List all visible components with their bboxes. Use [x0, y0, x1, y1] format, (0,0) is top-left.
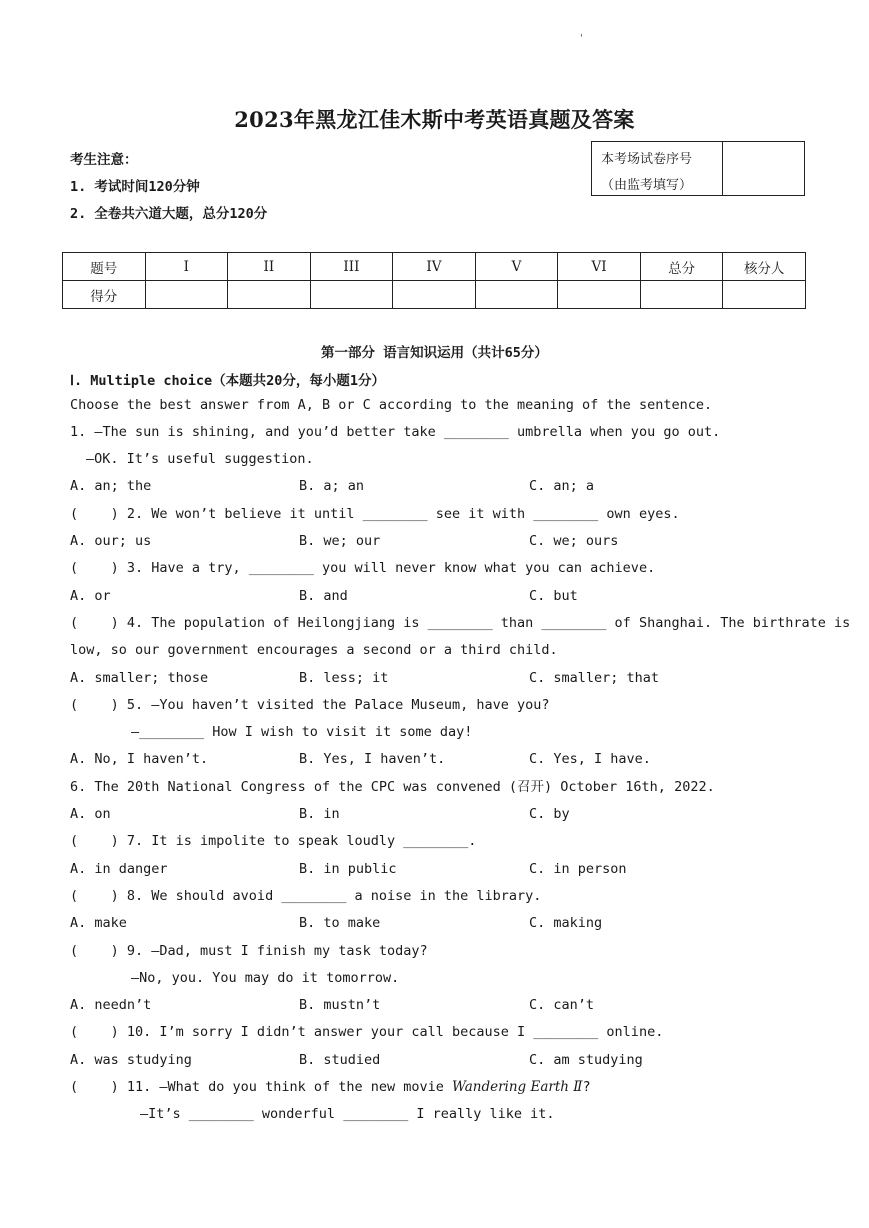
score-row: [63, 281, 806, 309]
option-b: B. less; it: [299, 670, 389, 686]
question-stem: ( ) 5. —You haven’t visited the Palace Museum, have you?: [70, 697, 550, 713]
question-stem: 1. —The sun is shining, and you’d better take ________ umbrella when you go out.: [70, 424, 721, 440]
option-a: A. was studying: [70, 1052, 192, 1068]
header-cell: 题号: [63, 253, 146, 281]
option-c: C. making: [529, 915, 603, 931]
row-label: 得分: [63, 281, 146, 309]
question-stem: ( ) 4. The population of Heilongjiang is ________ than ________ of Shanghai. The birthrate is: [70, 615, 851, 631]
option-c: C. in person: [529, 861, 627, 877]
box-divider: [722, 142, 723, 195]
option-b: B. Yes, I haven’t.: [299, 751, 446, 767]
notice-heading: 考生注意：: [70, 152, 138, 168]
option-b: B. a; an: [299, 478, 365, 494]
header-cell: VI: [558, 253, 641, 281]
notice-item: 1. 考试时间120分钟: [70, 179, 200, 195]
score-cell: [393, 281, 476, 309]
question-reply: —It’s ________ wonderful ________ I really like it.: [140, 1106, 555, 1122]
option-b: B. studied: [299, 1052, 381, 1068]
score-cell: [475, 281, 558, 309]
header-cell: III: [310, 253, 393, 281]
option-c: C. am studying: [529, 1052, 643, 1068]
option-b: B. in public: [299, 861, 397, 877]
movie-title: Wandering Earth Ⅱ: [452, 1079, 583, 1095]
score-cell: [228, 281, 311, 309]
option-b: B. and: [299, 588, 348, 604]
top-mark: ': [580, 33, 583, 44]
score-header-row: [63, 253, 806, 281]
score-cell: [723, 281, 806, 309]
option-c: C. by: [529, 806, 570, 822]
question-stem: ( ) 3. Have a try, ________ you will never know what you can achieve.: [70, 560, 656, 576]
option-c: C. can’t: [529, 997, 595, 1013]
notice-item: 2. 全卷共六道大题，总分120分: [70, 206, 268, 222]
question-reply: —OK. It’s useful suggestion.: [86, 451, 314, 467]
option-a: A. an; the: [70, 478, 152, 494]
option-b: B. we; our: [299, 533, 381, 549]
option-b: B. to make: [299, 915, 381, 931]
header-cell: V: [475, 253, 558, 281]
header-cell: 总分: [640, 253, 723, 281]
option-c: C. smaller; that: [529, 670, 660, 686]
section-title: Ⅰ. Multiple choice（本题共20分，每小题1分）: [70, 373, 386, 389]
score-cell: [145, 281, 228, 309]
option-a: A. No, I haven’t.: [70, 751, 209, 767]
option-a: A. our; us: [70, 533, 152, 549]
question-stem: [70, 1078, 591, 1096]
option-c: C. but: [529, 588, 578, 604]
option-a: A. smaller; those: [70, 670, 209, 686]
page-title: 2023年黑龙江佳木斯中考英语真题及答案: [234, 107, 635, 132]
header-cell: II: [228, 253, 311, 281]
seat-box-note: （由监考填写）: [601, 178, 693, 193]
part-title: 第一部分 语言知识运用（共计65分）: [321, 345, 548, 361]
seat-box-label: 本考场试卷序号: [601, 152, 693, 167]
option-a: A. or: [70, 588, 111, 604]
question-stem: ( ) 7. It is impolite to speak loudly ________.: [70, 833, 477, 849]
option-a: A. needn’t: [70, 997, 152, 1013]
score-cell: [310, 281, 393, 309]
question-stem: ( ) 10. I’m sorry I didn’t answer your call because I ________ online.: [70, 1024, 664, 1040]
score-table: [62, 252, 806, 309]
question-reply: —________ How I wish to visit it some day!: [131, 724, 473, 740]
question-mark: ?: [582, 1079, 591, 1095]
header-cell: IV: [393, 253, 476, 281]
header-cell: I: [145, 253, 228, 281]
option-c: C. we; ours: [529, 533, 619, 549]
option-a: A. make: [70, 915, 127, 931]
option-a: A. in danger: [70, 861, 168, 877]
question-reply: —No, you. You may do it tomorrow.: [131, 970, 400, 986]
option-c: C. an; a: [529, 478, 595, 494]
option-a: A. on: [70, 806, 111, 822]
option-c: C. Yes, I have.: [529, 751, 651, 767]
score-cell: [640, 281, 723, 309]
option-b: B. mustn’t: [299, 997, 381, 1013]
question-stem-text: ( ) 11. —What do you think of the new movie: [70, 1079, 453, 1095]
question-stem: 6. The 20th National Congress of the CPC was convened (召开) October 16th, 2022.: [70, 779, 715, 795]
option-b: B. in: [299, 806, 340, 822]
question-stem-continued: low, so our government encourages a second or a third child.: [70, 642, 558, 658]
question-stem: ( ) 9. —Dad, must I finish my task today?: [70, 943, 428, 959]
question-stem: ( ) 8. We should avoid ________ a noise in the library.: [70, 888, 542, 904]
seat-number-box: [591, 141, 805, 196]
score-cell: [558, 281, 641, 309]
header-cell: 核分人: [723, 253, 806, 281]
question-stem: ( ) 2. We won’t believe it until ________ see it with ________ own eyes.: [70, 506, 680, 522]
instruction: Choose the best answer from A, B or C according to the meaning of the sentence.: [70, 397, 713, 413]
